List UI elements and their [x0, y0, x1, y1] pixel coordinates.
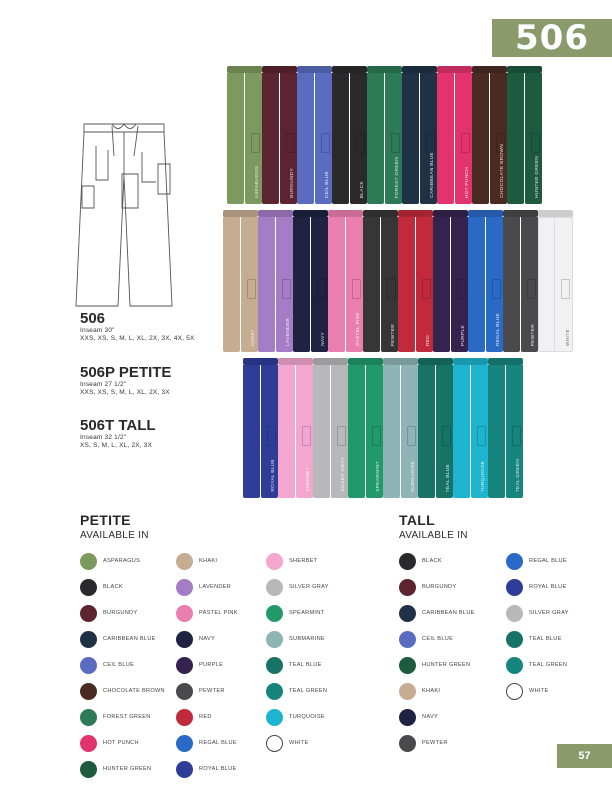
color-name: FOREST GREEN [103, 714, 151, 720]
color-name: CHOCOLATE BROWN [103, 688, 165, 694]
color-dot [176, 735, 193, 752]
color-swatch-item [80, 574, 165, 600]
color-swatch-item [80, 756, 165, 782]
color-name: PASTEL PINK [199, 610, 238, 616]
color-swatch-item [80, 626, 165, 652]
color-name: PURPLE [199, 662, 224, 668]
style-506-sizes: XXS, XS, S, M, L, XL, 2X, 3X, 4X, 5X [80, 335, 195, 342]
color-name: BLACK [103, 584, 123, 590]
pants-row-2 [222, 210, 572, 352]
color-dot [506, 553, 523, 570]
color-name: TEAL GREEN [529, 662, 568, 668]
petite-colors-col-3 [266, 548, 329, 756]
color-dot [506, 631, 523, 648]
color-swatch-item [266, 548, 329, 574]
color-swatch-item [399, 678, 475, 704]
color-dot [399, 579, 416, 596]
pant-image [397, 210, 434, 352]
color-dot [506, 683, 523, 700]
color-name: CEIL BLUE [103, 662, 135, 668]
color-dot [399, 735, 416, 752]
color-name: ASPARAGUS [103, 558, 141, 564]
color-dot [176, 761, 193, 778]
color-swatch-item [506, 652, 569, 678]
color-dot [176, 553, 193, 570]
pant-image [222, 210, 259, 352]
pant-image [261, 66, 298, 204]
color-name: SPEARMINT [289, 610, 325, 616]
color-name: SILVER GRAY [289, 584, 329, 590]
color-dot [176, 631, 193, 648]
color-name: SILVER GRAY [529, 610, 569, 616]
color-name: TEAL BLUE [289, 662, 322, 668]
color-swatch-item [506, 678, 569, 704]
style-506t-inseam: Inseam 32 1/2" [80, 434, 127, 441]
color-swatch-item [399, 600, 475, 626]
color-swatch-item [266, 730, 329, 756]
pant-image [362, 210, 399, 352]
color-swatch-item [176, 600, 238, 626]
color-name: PEWTER [422, 740, 448, 746]
pant-color-label: WHITE [566, 329, 571, 346]
color-name: REGAL BLUE [529, 558, 567, 564]
color-dot [176, 605, 193, 622]
pant-color-label: SILVER GRAY [341, 457, 346, 492]
color-name: TEAL BLUE [529, 636, 562, 642]
color-dot [266, 735, 283, 752]
color-name: REGAL BLUE [199, 740, 237, 746]
color-name: KHAKI [422, 688, 441, 694]
pant-color-label: RED [426, 334, 431, 346]
color-dot [506, 579, 523, 596]
color-name: HOT PUNCH [103, 740, 139, 746]
color-dot [266, 683, 283, 700]
color-dot [176, 579, 193, 596]
color-dot [80, 657, 97, 674]
color-name: BLACK [422, 558, 442, 564]
color-swatch-item [176, 626, 238, 652]
color-name: WHITE [289, 740, 309, 746]
color-name: RED [199, 714, 212, 720]
pant-image [312, 358, 349, 498]
color-swatch-item [176, 548, 238, 574]
pant-color-label: PEWTER [531, 323, 536, 346]
color-swatch-item [266, 704, 329, 730]
color-dot [399, 553, 416, 570]
color-dot [80, 631, 97, 648]
color-name: LAVENDER [199, 584, 232, 590]
color-name: PEWTER [199, 688, 225, 694]
color-dot [506, 657, 523, 674]
color-dot [399, 605, 416, 622]
color-dot [506, 605, 523, 622]
color-name: ROYAL BLUE [529, 584, 567, 590]
color-swatch-item [506, 600, 569, 626]
color-swatch-item [176, 704, 238, 730]
color-swatch-item [80, 652, 165, 678]
color-name: KHAKI [199, 558, 218, 564]
color-dot [266, 657, 283, 674]
style-506p-inseam: Inseam 27 1/2" [80, 381, 127, 388]
pant-image [452, 358, 489, 498]
style-506-inseam: Inseam 30" [80, 327, 115, 334]
color-swatch-item [80, 548, 165, 574]
pant-image [277, 358, 314, 498]
page-number: 57 [557, 744, 612, 768]
color-dot [399, 631, 416, 648]
color-swatch-item [176, 678, 238, 704]
style-506t-sizes: XS, S, M, L, XL, 2X, 3X [80, 442, 153, 449]
style-506-block [80, 310, 195, 343]
pant-image [327, 210, 364, 352]
color-dot [80, 709, 97, 726]
color-swatch-item [399, 548, 475, 574]
color-name: CARIBBEAN BLUE [103, 636, 156, 642]
pant-image [502, 210, 539, 352]
color-dot [80, 579, 97, 596]
color-dot [266, 553, 283, 570]
pant-color-label: SUBMARINE [411, 460, 416, 492]
style-506p-title: 506P PETITE [80, 364, 172, 381]
pant-image [347, 358, 384, 498]
color-name: BURGUNDY [103, 610, 138, 616]
pants-row-3 [242, 358, 522, 498]
pant-color-label: HUNTER GREEN [535, 156, 540, 198]
tall-subtitle: AVAILABLE IN [399, 530, 468, 541]
color-name: TURQUOISE [289, 714, 325, 720]
color-swatch-item [176, 652, 238, 678]
color-dot [399, 657, 416, 674]
pant-color-label: PEWTER [391, 323, 396, 346]
color-swatch-item [506, 574, 569, 600]
pant-color-label: BLACK [360, 180, 365, 198]
petite-colors-col-1 [80, 548, 165, 782]
petite-subtitle: AVAILABLE IN [80, 530, 149, 541]
pant-color-label: TEAL GREEN [516, 458, 521, 492]
color-swatch-item [176, 756, 238, 782]
pant-color-label: CEIL BLUE [325, 170, 330, 198]
color-swatch-item [80, 678, 165, 704]
pant-color-label: REGAL BLUE [496, 313, 501, 346]
pant-image [417, 358, 454, 498]
color-swatch-item [399, 626, 475, 652]
color-swatch-item [399, 730, 475, 756]
pant-image [366, 66, 403, 204]
style-506t-block [80, 417, 156, 450]
color-dot [266, 631, 283, 648]
pant-image [432, 210, 469, 352]
pant-image [537, 210, 574, 352]
color-swatch-item [80, 600, 165, 626]
color-swatch-item [80, 704, 165, 730]
color-dot [80, 553, 97, 570]
color-dot [176, 657, 193, 674]
pant-image [471, 66, 508, 204]
pant-color-label: LAVENDER [286, 318, 291, 346]
pant-image [292, 210, 329, 352]
style-506p-block [80, 364, 171, 397]
color-dot [266, 709, 283, 726]
color-name: BURGUNDY [422, 584, 457, 590]
style-506-title: 506 [80, 310, 106, 327]
pant-color-label: SPEARMINT [376, 461, 381, 492]
pant-image [331, 66, 368, 204]
color-swatch-item [176, 574, 238, 600]
style-number-badge: 506 [492, 19, 612, 57]
tall-colors-col-1 [399, 548, 475, 756]
petite-title: PETITE [80, 512, 131, 528]
pant-image [382, 358, 419, 498]
color-swatch-item [266, 678, 329, 704]
pant-color-label: NAVY [321, 332, 326, 346]
tall-colors-col-2 [506, 548, 569, 704]
pant-image [436, 66, 473, 204]
color-name: HUNTER GREEN [103, 766, 152, 772]
color-dot [399, 709, 416, 726]
color-swatch-item [80, 730, 165, 756]
color-swatch-item [266, 652, 329, 678]
pant-image [506, 66, 543, 204]
color-name: SHERBET [289, 558, 318, 564]
pant-image [242, 358, 279, 498]
pant-color-label: FOREST GREEN [395, 156, 400, 198]
color-dot [266, 605, 283, 622]
pants-row-1 [226, 66, 541, 204]
color-swatch-item [399, 574, 475, 600]
color-name: NAVY [422, 714, 439, 720]
color-swatch-item [506, 548, 569, 574]
color-name: ROYAL BLUE [199, 766, 237, 772]
color-name: WHITE [529, 688, 549, 694]
color-dot [176, 709, 193, 726]
color-dot [80, 735, 97, 752]
color-name: CARIBBEAN BLUE [422, 610, 475, 616]
color-swatch-item [399, 652, 475, 678]
pant-image [257, 210, 294, 352]
color-swatch-item [399, 704, 475, 730]
color-swatch-item [506, 626, 569, 652]
color-swatch-item [176, 730, 238, 756]
pant-image [296, 66, 333, 204]
pant-image [487, 358, 524, 498]
pant-color-label: SHERBET [306, 467, 311, 492]
pant-image [401, 66, 438, 204]
pant-color-label: ASPARAGUS [255, 165, 260, 198]
pant-color-label: ROYAL BLUE [271, 459, 276, 492]
pant-color-label: CHOCOLATE BROWN [500, 144, 505, 198]
pant-color-label: TEAL BLUE [446, 463, 451, 492]
pant-color-label: BURGUNDY [290, 168, 295, 198]
pant-image [226, 66, 263, 204]
pant-color-label: PURPLE [461, 325, 466, 346]
style-506t-title: 506T TALL [80, 417, 156, 434]
color-dot [176, 683, 193, 700]
pant-color-label: PASTEL PINK [356, 312, 361, 346]
pant-color-label: HOT PUNCH [465, 166, 470, 198]
color-name: HUNTER GREEN [422, 662, 471, 668]
pant-technical-sketch [72, 116, 176, 316]
color-name: CEIL BLUE [422, 636, 454, 642]
color-name: TEAL GREEN [289, 688, 328, 694]
petite-colors-col-2 [176, 548, 238, 782]
color-dot [399, 683, 416, 700]
style-506p-sizes: XXS, XS, S, M, L, XL, 2X, 3X [80, 389, 170, 396]
color-name: SUBMARINE [289, 636, 325, 642]
color-swatch-item [266, 574, 329, 600]
pant-color-label: KHAKI [251, 330, 256, 346]
color-swatch-item [266, 600, 329, 626]
pant-color-label: CARIBBEAN BLUE [430, 152, 435, 198]
color-name: NAVY [199, 636, 216, 642]
color-dot [80, 683, 97, 700]
color-swatch-item [266, 626, 329, 652]
color-dot [266, 579, 283, 596]
tall-title: TALL [399, 512, 435, 528]
color-dot [80, 761, 97, 778]
pant-color-label: TURQUOISE [481, 460, 486, 492]
pant-image [467, 210, 504, 352]
color-dot [80, 605, 97, 622]
